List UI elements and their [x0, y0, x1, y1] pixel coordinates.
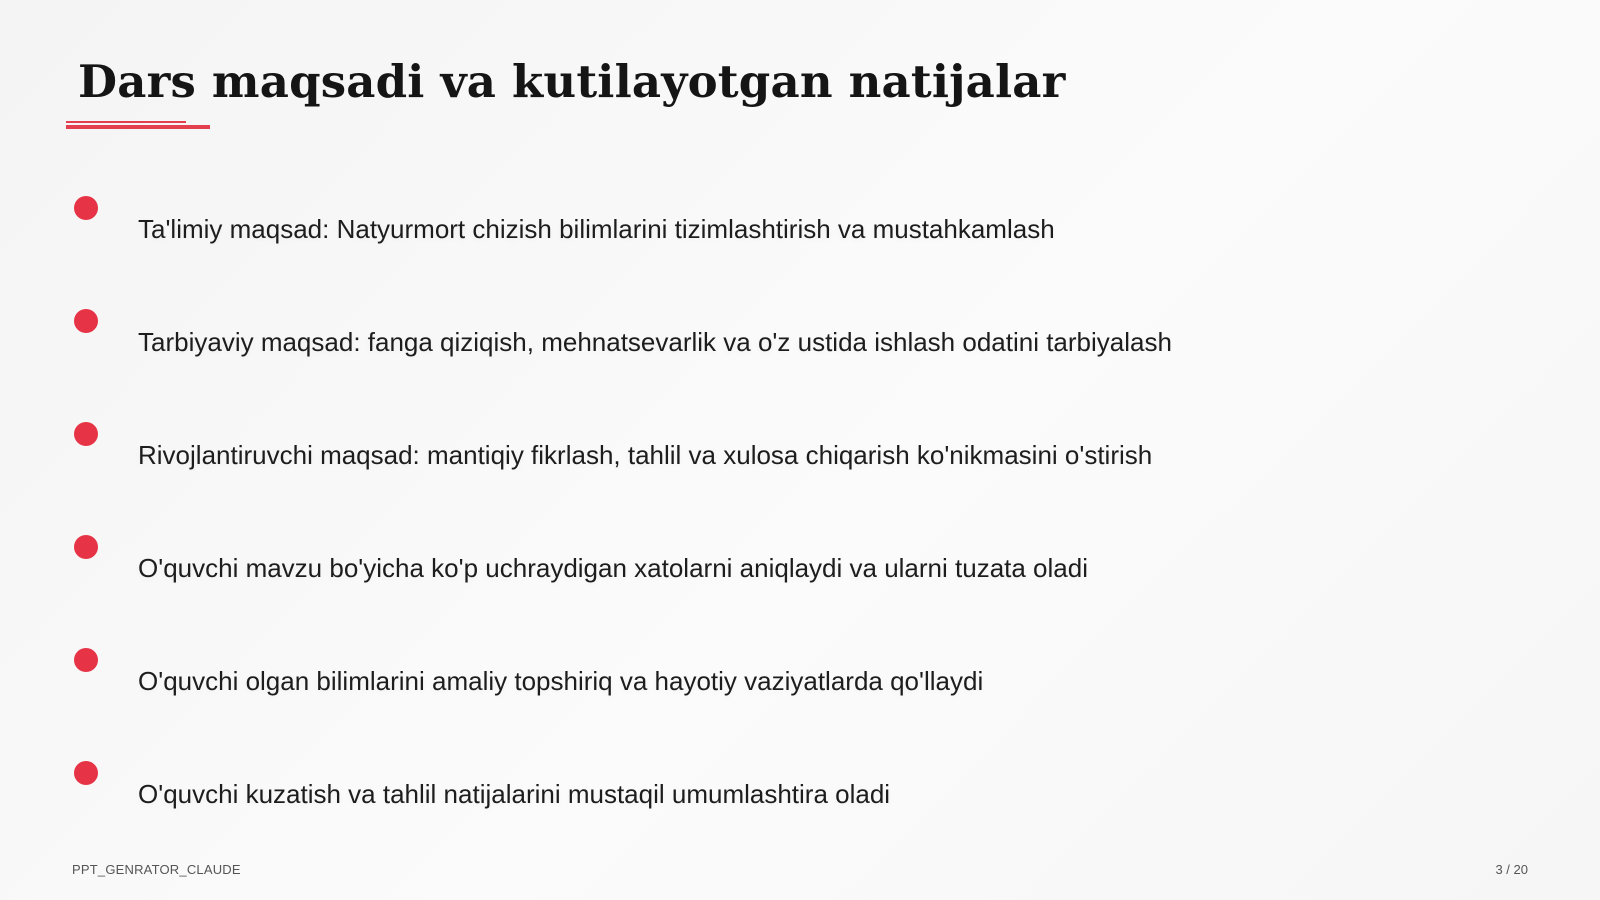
footer-source: PPT_GENRATOR_CLAUDE [72, 862, 241, 877]
bullet-text: Tarbiyaviy maqsad: fanga qiziqish, mehnatsevarlik va o'z ustida ishlash odatini tarbiyalash [138, 327, 1172, 357]
bullet-item [0, 309, 1400, 389]
bullet-dot-icon [74, 309, 98, 333]
bullet-text: Ta'limiy maqsad: Natyurmort chizish bilimlarini tizimlashtirish va mustahkamlash [138, 214, 1055, 244]
bullet-item [0, 535, 1400, 615]
title-underline-thin [66, 121, 186, 123]
bullet-dot-icon [74, 196, 98, 220]
bullet-item [0, 196, 1400, 276]
bullet-text: O'quvchi mavzu bo'yicha ko'p uchraydigan xatolarni aniqlaydi va ularni tuzata oladi [138, 553, 1088, 583]
bullet-item [0, 761, 1400, 841]
bullet-dot-icon [74, 648, 98, 672]
bullet-dot-icon [74, 535, 98, 559]
bullet-item [0, 422, 1400, 502]
bullet-dot-icon [74, 761, 98, 785]
bullet-item [0, 648, 1400, 728]
page-indicator: 3 / 20 [1495, 862, 1528, 877]
bullet-text: O'quvchi olgan bilimlarini amaliy topshiriq va hayotiy vaziyatlarda qo'llaydi [138, 666, 984, 696]
bullet-text: O'quvchi kuzatish va tahlil natijalarini mustaqil umumlashtira oladi [138, 779, 891, 809]
title-underline-thick [66, 125, 210, 129]
bullet-dot-icon [74, 422, 98, 446]
bullet-text: Rivojlantiruvchi maqsad: mantiqiy fikrlash, tahlil va xulosa chiqarish ko'nikmasini o'stirish [138, 440, 1153, 470]
title-underline [66, 121, 210, 127]
slide-title: Dars maqsadi va kutilayotgan natijalar [78, 55, 1066, 108]
